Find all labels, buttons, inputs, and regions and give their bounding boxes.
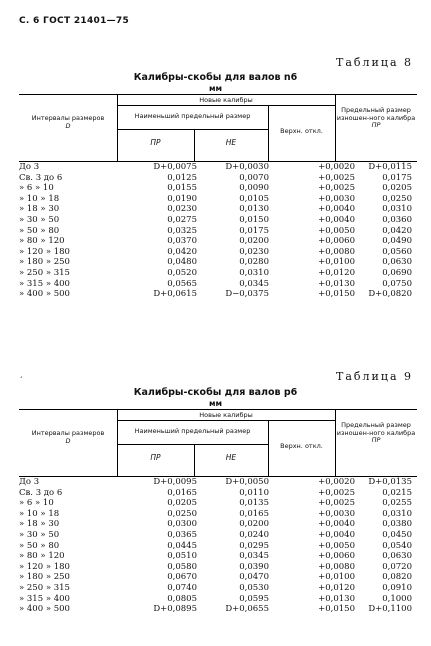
worn-limit-cell: 0,0310 (382, 204, 412, 215)
ne-cell: 0,0165 (239, 508, 269, 519)
table-row (19, 519, 417, 529)
ne-cell: 0,0150 (239, 215, 269, 225)
worn-limit-cell: 0,0720 (382, 561, 412, 572)
upper-deviation-cell: +0,0040 (318, 519, 355, 530)
interval-cell: » 80 » 120 (19, 551, 65, 562)
upper-deviation-cell: +0,0100 (318, 572, 355, 583)
ne-cell: 0,0200 (239, 236, 269, 247)
table-title: Калибры-скобы для валов р6 (133, 387, 298, 398)
worn-limit-cell: 0,0360 (382, 215, 412, 225)
pr-header: ПР (150, 453, 161, 462)
table-row (19, 289, 417, 299)
interval-cell: » 400 » 500 (19, 289, 70, 300)
upper-deviation-cell: +0,0130 (318, 593, 355, 604)
ne-cell: 0,0090 (239, 183, 269, 194)
ne-cell: D+0,0030 (225, 162, 269, 172)
worn-limit-cell: 0,0250 (382, 193, 412, 204)
table-row (19, 173, 417, 183)
upper-deviation-cell: +0,0025 (318, 172, 355, 183)
page-header: С. 6 ГОСТ 21401—75 (19, 16, 130, 26)
ne-cell: 0,0280 (239, 257, 269, 268)
pr-cell: 0,0275 (167, 215, 197, 225)
table-row (19, 215, 417, 225)
pr-cell: 0,0300 (167, 519, 197, 530)
worn-limit-cell: 0,0690 (382, 268, 412, 278)
upper-deviation-cell: +0,0150 (318, 604, 355, 615)
worn-limit-cell: 0,0175 (382, 172, 412, 183)
table-row (19, 194, 417, 204)
ne-cell: 0,0200 (239, 519, 269, 530)
interval-cell: » 250 » 315 (19, 583, 70, 593)
upper-deviation-cell: +0,0040 (318, 215, 355, 225)
interval-cell: Св. 3 до 6 (19, 487, 63, 498)
worn-limit-cell: D+0,1100 (368, 604, 412, 615)
pr-cell: 0,0165 (167, 487, 197, 498)
interval-cell: » 400 » 500 (19, 604, 70, 615)
pr-cell: 0,0520 (167, 268, 197, 278)
upper-deviation-cell: +0,0120 (318, 583, 355, 593)
worn-limit-cell: 0,0630 (382, 257, 412, 268)
upper-deviation-cell: +0,0020 (318, 477, 355, 487)
upper-deviation-cell: +0,0040 (318, 530, 355, 540)
ne-cell: 0,0345 (239, 551, 269, 562)
upper-deviation-cell: +0,0120 (318, 268, 355, 278)
pr-cell: 0,0740 (167, 583, 197, 593)
ne-header: НЕ (225, 453, 237, 462)
intervals-header: Интервалы размеров D (31, 429, 105, 445)
interval-cell: » 315 » 400 (19, 593, 70, 604)
interval-cell: » 80 » 120 (19, 236, 65, 247)
worn-limit-cell: 0,0205 (382, 183, 412, 194)
pr-cell: D+0,0615 (153, 289, 197, 300)
upper-deviation-cell: +0,0030 (318, 193, 355, 204)
ne-cell: 0,0310 (239, 268, 269, 278)
worn-limit-cell: 0,0310 (382, 508, 412, 519)
table-row (19, 572, 417, 582)
table-title: Калибры-скобы для валов n6 (133, 72, 298, 83)
interval-cell: До 3 (19, 477, 40, 487)
upper-deviation-header: Верхн. откл. (280, 127, 323, 135)
pr-cell: D+0,0095 (153, 477, 197, 487)
interval-cell: » 18 » 30 (19, 519, 60, 530)
table-row (19, 509, 417, 519)
upper-deviation-cell: +0,0050 (318, 540, 355, 551)
worn-limit-cell: 0,0380 (382, 519, 412, 530)
ne-cell: D+0,0050 (225, 477, 269, 487)
worn-limit-cell: D+0,0135 (368, 477, 412, 487)
worn-limit-cell: 0,0450 (382, 530, 412, 540)
pr-cell: D+0,0075 (153, 162, 197, 172)
upper-deviation-cell: +0,0020 (318, 162, 355, 172)
interval-cell: » 10 » 18 (19, 508, 60, 519)
margin-mark: ˊ (19, 376, 23, 385)
ne-cell: 0,0130 (239, 204, 269, 215)
table-row (19, 247, 417, 257)
pr-cell: D+0,0895 (153, 604, 197, 615)
worn-limit-cell: 0,0215 (382, 487, 412, 498)
interval-cell: » 180 » 250 (19, 257, 70, 268)
ne-cell: 0,0530 (239, 583, 269, 593)
worn-limit-cell: 0,0540 (382, 540, 412, 551)
interval-cell: » 250 » 315 (19, 268, 70, 278)
interval-cell: Св. 3 до 6 (19, 172, 63, 183)
ne-cell: 0,0110 (239, 487, 269, 498)
pr-cell: 0,0205 (167, 498, 197, 509)
ne-cell: 0,0470 (239, 572, 269, 583)
interval-cell: » 315 » 400 (19, 278, 70, 289)
interval-cell: » 30 » 50 (19, 215, 60, 225)
pr-cell: 0,0420 (167, 246, 197, 257)
interval-cell: » 120 » 180 (19, 246, 70, 257)
smallest-limit-header: Наименьший предельный размер (134, 427, 251, 435)
ne-cell: D+0,0655 (225, 604, 269, 615)
worn-limit-cell: 0,0420 (382, 225, 412, 236)
upper-deviation-cell: +0,0100 (318, 257, 355, 268)
pr-cell: 0,0190 (167, 193, 197, 204)
upper-deviation-cell: +0,0130 (318, 278, 355, 289)
table-row (19, 162, 417, 172)
interval-cell: » 6 » 10 (19, 183, 54, 194)
interval-cell: До 3 (19, 162, 40, 172)
table-row (19, 268, 417, 278)
worn-limit-cell: 0,0560 (382, 246, 412, 257)
interval-cell: » 10 » 18 (19, 193, 60, 204)
table-row (19, 236, 417, 246)
interval-cell: » 180 » 250 (19, 572, 70, 583)
worn-limit-cell: D+0,0820 (368, 289, 412, 300)
table-row (19, 530, 417, 540)
worn-limit-cell: 0,0255 (382, 498, 412, 509)
ne-cell: 0,0295 (239, 540, 269, 551)
ne-cell: 0,0175 (239, 225, 269, 236)
ne-cell: 0,0345 (239, 278, 269, 289)
worn-limit-cell: 0,0750 (382, 278, 412, 289)
table-row (19, 594, 417, 604)
pr-header: ПР (150, 138, 161, 147)
table-row (19, 257, 417, 267)
ne-cell: 0,0390 (239, 561, 269, 572)
pr-cell: 0,0325 (167, 225, 197, 236)
upper-deviation-cell: +0,0150 (318, 289, 355, 300)
pr-cell: 0,0510 (167, 551, 197, 562)
pr-cell: 0,0125 (167, 172, 197, 183)
ne-cell: D−0,0375 (225, 289, 269, 300)
table-header (19, 94, 417, 162)
table-row (19, 477, 417, 487)
ne-cell: 0,0240 (239, 530, 269, 540)
pr-cell: 0,0565 (167, 278, 197, 289)
pr-cell: 0,0155 (167, 183, 197, 194)
pr-cell: 0,0670 (167, 572, 197, 583)
pr-cell: 0,0250 (167, 508, 197, 519)
pr-cell: 0,0230 (167, 204, 197, 215)
pr-cell: 0,0480 (167, 257, 197, 268)
pr-cell: 0,0370 (167, 236, 197, 247)
ne-cell: 0,0135 (239, 498, 269, 509)
interval-cell: » 50 » 80 (19, 540, 60, 551)
upper-deviation-cell: +0,0050 (318, 225, 355, 236)
table-unit: мм (208, 399, 223, 408)
ne-header: НЕ (225, 138, 237, 147)
upper-deviation-cell: +0,0060 (318, 551, 355, 562)
worn-limit-cell: 0,0910 (382, 583, 412, 593)
ne-cell: 0,0105 (239, 193, 269, 204)
table-row (19, 562, 417, 572)
upper-deviation-cell: +0,0060 (318, 236, 355, 247)
interval-cell: » 50 » 80 (19, 225, 60, 236)
worn-limit-header: Предельный размер изношен-ного калибра ПР (336, 421, 416, 444)
worn-limit-header: Предельный размер изношен-ного калибра ПР (336, 106, 416, 129)
upper-deviation-cell: +0,0040 (318, 204, 355, 215)
table-row (19, 279, 417, 289)
table-row (19, 541, 417, 551)
table-row (19, 498, 417, 508)
new-calibers-header: Новые калибры (199, 96, 253, 104)
worn-limit-cell: 0,0820 (382, 572, 412, 583)
worn-limit-cell: 0,1000 (382, 593, 412, 604)
interval-cell: » 30 » 50 (19, 530, 60, 540)
table-row (19, 183, 417, 193)
worn-limit-cell: 0,0630 (382, 551, 412, 562)
ne-cell: 0,0230 (239, 246, 269, 257)
upper-deviation-cell: +0,0025 (318, 487, 355, 498)
pr-cell: 0,0580 (167, 561, 197, 572)
interval-cell: » 18 » 30 (19, 204, 60, 215)
table-label: Таблица 8 (336, 56, 413, 69)
intervals-header: Интервалы размеров D (31, 114, 105, 130)
table-row (19, 204, 417, 214)
smallest-limit-header: Наименьший предельный размер (134, 112, 251, 120)
new-calibers-header: Новые калибры (199, 411, 253, 419)
table-row (19, 226, 417, 236)
pr-cell: 0,0365 (167, 530, 197, 540)
upper-deviation-cell: +0,0080 (318, 561, 355, 572)
table-header (19, 409, 417, 477)
upper-deviation-header: Верхн. откл. (280, 442, 323, 450)
table-row (19, 604, 417, 614)
table-unit: мм (208, 84, 223, 93)
table-label: Таблица 9 (336, 370, 413, 383)
table-row (19, 551, 417, 561)
worn-limit-cell: D+0,0115 (368, 162, 412, 172)
pr-cell: 0,0445 (167, 540, 197, 551)
upper-deviation-cell: +0,0080 (318, 246, 355, 257)
ne-cell: 0,0070 (239, 172, 269, 183)
upper-deviation-cell: +0,0025 (318, 498, 355, 509)
upper-deviation-cell: +0,0025 (318, 183, 355, 194)
interval-cell: » 6 » 10 (19, 498, 54, 509)
table-row (19, 488, 417, 498)
table-row (19, 583, 417, 593)
ne-cell: 0,0595 (239, 593, 269, 604)
upper-deviation-cell: +0,0030 (318, 508, 355, 519)
pr-cell: 0,0805 (167, 593, 197, 604)
worn-limit-cell: 0,0490 (382, 236, 412, 247)
interval-cell: » 120 » 180 (19, 561, 70, 572)
